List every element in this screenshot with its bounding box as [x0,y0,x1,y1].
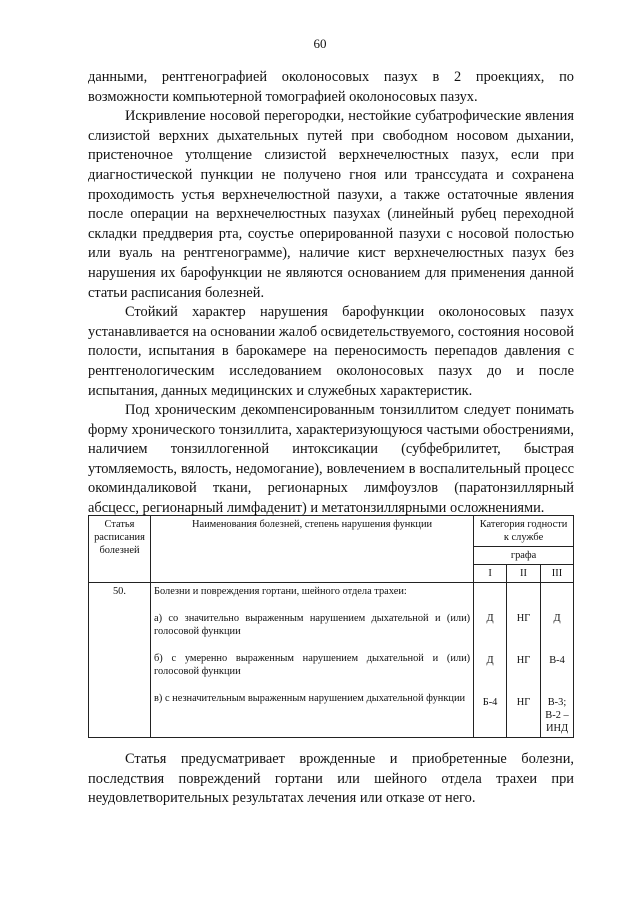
row-b-cat-1: Д [486,655,494,666]
paragraph-tonsillitis: Под хроническим декомпенсированным тонзиллитом следует понимать форму хронического тонзиллита, характеризующуюся частыми обострениями, наличием тонзиллогенной интоксикации (субфебрилитет, быстрая утомляемость, вялость, недомогание), вовлечением в воспалительный процесс окоминдаликовой ткани, регионарных лимфоузлов (паратонзиллярный абсцесс, регионарный лимфаденит) и метатонзиллярными осложнениями. [88,402,574,517]
row-c-cat-2: НГ [516,697,531,708]
intro-text [88,68,574,519]
page-number: 60 [313,36,327,51]
header-col-3: III [540,565,573,583]
paragraph-article-note: Статья предусматривает врожденные и приобретенные болезни, последствия повреждений гортани или шейного отдела трахеи при неудовлетворительных результатах лечения или отказе от него. [88,751,574,807]
paragraph-nasal-septum: Искривление носовой перегородки, нестойкие субатрофические явления слизистой верхних дыхательных путей при свободном носовом дыхании, пристеночное утолщение слизистой верхнечелюстных пазух, если при диагностической пункции не получено гноя или транссудата и сохранена проходимость устья верхнечелюстной пазухи, а также остаточные явления после операции на верхнечелюстных пазухах (линейный рубец переходной складки преддверия рта, соустье оперированной пазухи с носовой полостью или вуаль на рентгенограмме), наличие кист верхнечелюстных пазух без нарушения их барофункции не являются основанием для применения данной статьи расписания болезней. [88,108,574,301]
paragraph-barofunction: Стойкий характер нарушения барофункции околоносовых пазух устанавливается на основании жалоб освидетельствуемого, состояния носовой полости, испытания в барокамере на переносимость перепадов давления с рентгенологическим исследованием околоносовых пазух до и после испытания, данных медицинских и служебных характеристик. [88,304,574,399]
header-graph: графа [474,547,574,565]
row-b-cat-2: НГ [516,655,531,666]
row-b-cat-3: В-4 [549,655,565,666]
row-a-cat-3: Д [553,613,561,624]
row-b-text: б) с умеренно выраженным нарушением дыхательной и (или) голосовой функции [153,653,471,677]
header-col-2: II [507,565,541,583]
disease-schedule-table [88,515,574,738]
header-col-1: I [474,565,507,583]
row-a-cat-2: НГ [516,613,531,624]
table-row [89,583,574,738]
article-title: Болезни и повреждения гортани, шейного отдела трахеи: [153,586,407,597]
article-number: 50. [89,583,151,738]
header-category: Категория годности к службе [474,516,574,547]
row-a-cat-1: Д [486,613,494,624]
header-disease: Наименования болезней, степень нарушения функции [150,516,473,583]
table-header-row [89,516,574,547]
header-article: Статья расписания болезней [89,516,151,583]
outro-text [88,750,574,809]
row-c-cat-1: Б-4 [482,697,498,708]
row-c-cat-3: В-3; В-2 – ИНД [545,697,569,734]
row-c-text: в) с незначительным выраженным нарушением дыхательной функции [153,693,466,704]
paragraph-continuation: данными, рентгенографией околоносовых пазух в 2 проекциях, по возможности компьютерной томографией околоносовых пазух. [88,69,574,105]
row-a-text: а) со значительно выраженным нарушением дыхательной и (или) голосовой функции [153,613,471,637]
